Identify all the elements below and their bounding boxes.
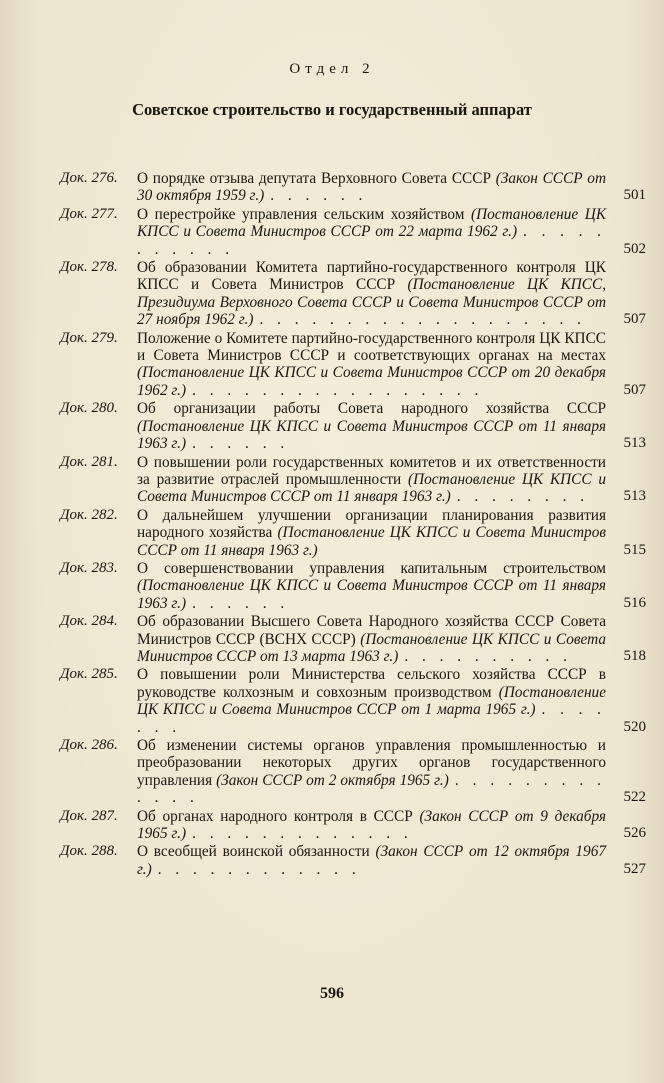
leader-dots: . . . . . . . . . . . . . . . . . . . xyxy=(259,311,586,329)
doc-title: Об органах народного контроля в СССР xyxy=(137,807,413,825)
entry-text xyxy=(137,507,606,559)
leader-dots: . . . . . . . . . . . . . xyxy=(137,771,607,807)
page-ref: 518 xyxy=(623,647,646,664)
doc-number: Док. 284. xyxy=(60,613,118,630)
leader-dots: . . . . . . xyxy=(270,187,368,205)
page-ref: 513 xyxy=(623,488,646,505)
leader-dots: . . . . . . . . . . . . . . . . . xyxy=(192,381,484,399)
doc-source: (Закон СССР от 12 октября 1967 г.) xyxy=(137,843,606,878)
leader-dots: . . . . . . . . . . xyxy=(404,647,572,665)
toc-entry xyxy=(0,737,664,807)
doc-number: Док. 281. xyxy=(60,453,118,470)
leader-dots: . . . . . . . xyxy=(137,701,606,736)
entry-text xyxy=(137,170,606,205)
doc-title: О совершенствовании управления капитальным строительством xyxy=(137,559,606,577)
doc-source: (Постановление ЦК КПСС и Совета Министров СССР от 22 марта 1962 г.) xyxy=(137,205,606,241)
doc-title: О всеобщей воинской обязанности xyxy=(137,843,370,861)
toc-entry xyxy=(0,808,664,843)
page-ref: 520 xyxy=(623,718,646,735)
doc-number: Док. 276. xyxy=(60,170,118,186)
page-ref: 507 xyxy=(623,311,646,328)
toc-entry xyxy=(0,400,664,452)
doc-source: (Постановление ЦК КПСС, Президиума Верховного Совета СССР и Совета Министров СССР от 27 ноября 1962 г.) xyxy=(137,276,607,329)
entry-text xyxy=(137,613,606,665)
table-of-contents xyxy=(0,170,664,879)
toc-entry xyxy=(0,560,664,612)
entry-text xyxy=(137,330,606,400)
doc-number: Док. 277. xyxy=(60,205,118,222)
entry-text xyxy=(137,737,606,807)
doc-number: Док. 279. xyxy=(60,329,118,346)
doc-source: (Постановление ЦК КПСС и Совета Министров СССР от 11 января 1963 г.) xyxy=(137,417,606,453)
entry-text xyxy=(137,843,606,878)
toc-entry xyxy=(0,170,664,205)
doc-number: Док. 287. xyxy=(60,807,118,824)
entry-text xyxy=(137,206,606,258)
doc-source: (Постановление ЦК КПСС и Совета Министров СССР от 11 января 1963 г.) xyxy=(137,524,606,559)
doc-title: Об изменении системы органов управления промышленностью и преобразовании некоторых других органов государственного управления xyxy=(137,737,606,789)
doc-title: О порядке отзыва депутата Верховного Совета СССР xyxy=(137,170,491,187)
toc-entry xyxy=(0,666,664,736)
toc-entry xyxy=(0,330,664,400)
entry-text xyxy=(137,666,606,736)
entry-text xyxy=(137,259,606,329)
doc-source: (Постановление ЦК КПСС и Совета Министров СССР от 11 января 1963 г.) xyxy=(137,470,606,506)
doc-source: (Закон СССР от 2 октября 1965 г.) xyxy=(216,771,449,789)
doc-source: (Постановление ЦК КПСС и Совета Министров СССР от 11 января 1963 г.) xyxy=(137,577,606,612)
toc-entry xyxy=(0,454,664,506)
doc-number: Док. 286. xyxy=(60,737,118,753)
toc-entry xyxy=(0,507,664,559)
page-ref: 522 xyxy=(623,789,646,806)
toc-entry xyxy=(0,259,664,329)
doc-title: О повышении роли государственных комитетов и их ответственности за развитие отраслей промышленности xyxy=(137,453,606,488)
leader-dots: . . . . . . xyxy=(192,435,290,453)
doc-title: О повышении роли Министерства сельского хозяйства СССР в руководстве колхозным и совхозным производством xyxy=(137,666,606,701)
leader-dots: . . . . . . xyxy=(192,594,290,612)
doc-source: (Постановление ЦК КПСС и Совета Министров СССР от 1 марта 1965 г.) xyxy=(137,683,606,719)
page-ref: 515 xyxy=(623,541,646,558)
page-number: 596 xyxy=(320,985,344,1002)
page-ref: 502 xyxy=(623,240,646,257)
doc-source: (Закон СССР от 9 декабря 1965 г.) xyxy=(137,807,607,843)
doc-source: (Постановление ЦК КПСС и Совета Министров СССР от 20 декабря 1962 г.) xyxy=(137,364,606,399)
doc-number: Док. 280. xyxy=(60,400,118,417)
entry-text xyxy=(137,454,606,506)
leader-dots: . . . . . . . . . . . xyxy=(137,223,606,258)
doc-title: Об организации работы Совета народного хозяйства СССР xyxy=(137,400,606,418)
doc-number: Док. 282. xyxy=(60,506,118,523)
doc-number: Док. 288. xyxy=(60,843,118,860)
entry-text xyxy=(137,808,606,843)
doc-source: (Закон СССР от 30 октября 1959 г.) xyxy=(137,170,606,205)
doc-title: О перестройке управления сельским хозяйством xyxy=(137,205,465,223)
toc-entry xyxy=(0,613,664,665)
section-title: Советское строительство и государственный аппарат xyxy=(132,100,532,119)
doc-number: Док. 285. xyxy=(60,666,118,683)
page-ref: 501 xyxy=(623,187,646,204)
entry-text xyxy=(137,560,606,612)
doc-title: Положение о Комитете партийно-государственного контроля ЦК КПСС и Совета Министров СССР и соответствующих органах на местах xyxy=(137,329,606,365)
doc-number: Док. 278. xyxy=(60,259,118,276)
page-ref: 516 xyxy=(623,594,646,611)
doc-source: (Постановление ЦК КПСС и Совета Министров СССР от 13 марта 1963 г.) xyxy=(137,630,606,665)
section-label: Отдел 2 xyxy=(289,61,375,77)
leader-dots: . . . . . . . . . . . . . xyxy=(192,825,413,843)
page-ref: 527 xyxy=(623,860,646,877)
page-ref: 513 xyxy=(623,435,646,452)
doc-title: Об образовании Высшего Совета Народного хозяйства СССР Совета Министров СССР (ВСНХ СССР) xyxy=(137,613,606,648)
leader-dots: . . . . . . . . . . . . xyxy=(157,860,361,878)
doc-title: О дальнейшем улучшении организации планирования развития народного хозяйства xyxy=(137,506,606,542)
toc-entry xyxy=(0,206,664,258)
entry-text xyxy=(137,400,606,452)
doc-title: Об образовании Комитета партийно-государственного контроля ЦК КПСС и Совета Министров СССР xyxy=(137,259,606,294)
page-ref: 507 xyxy=(623,381,646,398)
toc-entry xyxy=(0,843,664,878)
doc-number: Док. 283. xyxy=(60,559,118,576)
page-ref: 526 xyxy=(623,825,646,842)
leader-dots: . . . . . . . . xyxy=(456,488,590,506)
